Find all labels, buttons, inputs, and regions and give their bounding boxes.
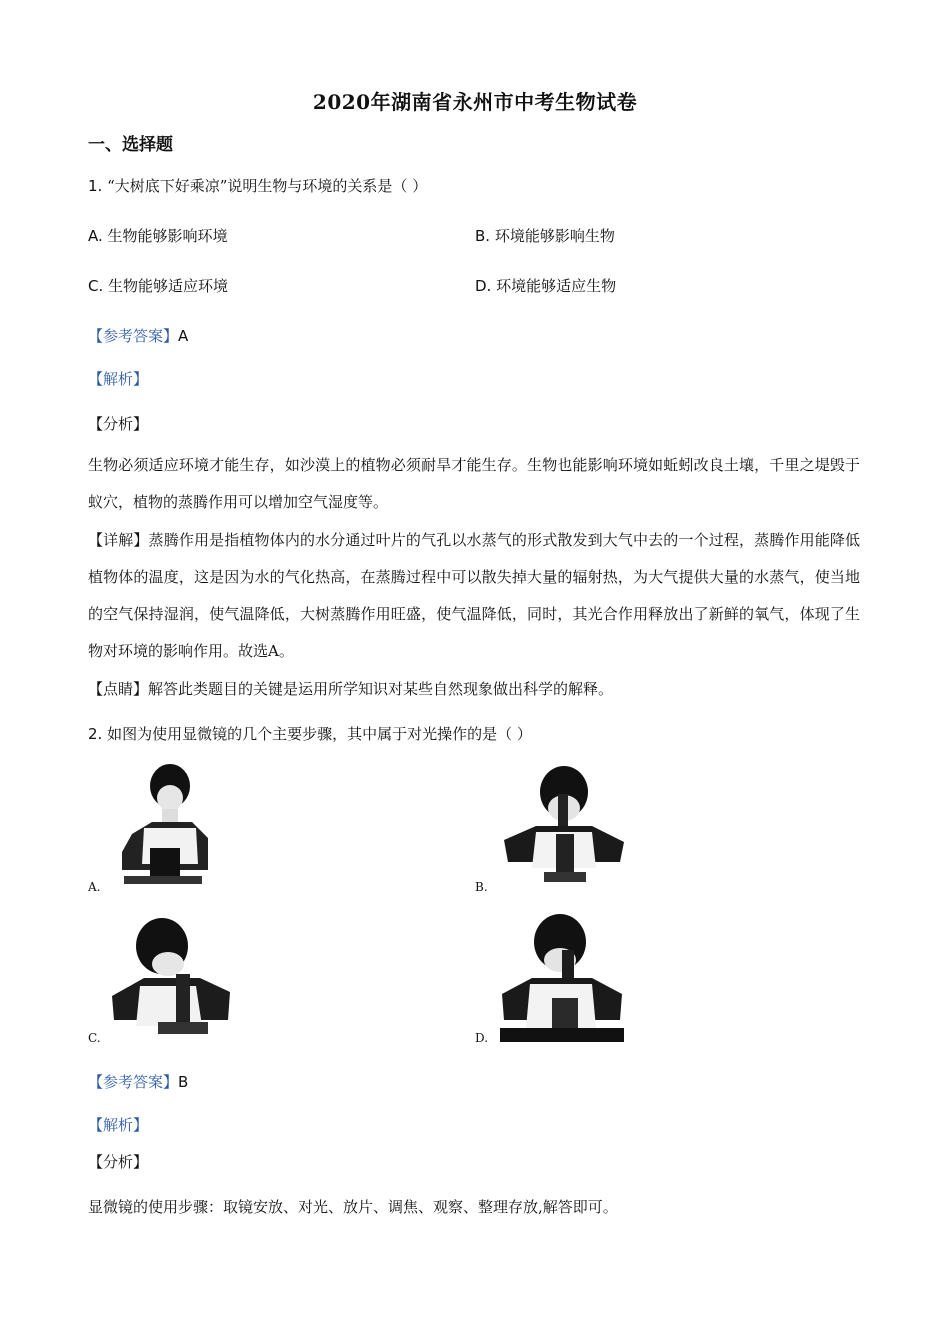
fenxi-label-1: 【分析】 — [88, 415, 149, 433]
fenxi-text-1: 生物必须适应环境才能生存，如沙漠上的植物必须耐旱才能生存。生物也能影响环境如蚯蚓改良土壤，千里之堤毁于蚁穴，植物的蒸腾作用可以增加空气湿度等。 — [88, 456, 860, 511]
question-stem: 如图为使用显微镜的几个主要步骤，其中属于对光操作的是（ ） — [107, 725, 532, 743]
option-d — [475, 276, 616, 296]
section-heading: 一、选择题 — [88, 135, 173, 155]
dianjing-text-1: 【点睛】解答此类题目的关键是运用所学知识对某些自然现象做出科学的解释。 — [88, 680, 614, 698]
microscope-photo-c — [110, 916, 232, 1042]
answer-label: 【参考答案】 — [88, 327, 179, 345]
microscope-photo-d — [500, 914, 624, 1042]
option-key: A. — [88, 227, 103, 245]
xiangjie-text-1: 【详解】蒸腾作用是指植物体内的水分通过叶片的气孔以水蒸气的形式散发到大气中去的一个过程，蒸腾作用能降低植物体的温度，这是因为水的气化热高，在蒸腾过程中可以散失掉大量的辐射热，为大气提供大量的水蒸气，使当地的空气保持湿润，使气温降低，大树蒸腾作用旺盛，使气温降低，同时，其光合作用释放出了新鲜的氧气，体现了生物对环境的影响作用。故选A。 — [88, 531, 860, 660]
microscope-photo-a — [112, 764, 212, 890]
option-key: D. — [475, 277, 492, 295]
figure-label-c: C. — [88, 1031, 101, 1045]
question-number: 1. — [88, 177, 103, 195]
option-c — [88, 276, 228, 296]
option-key: C. — [88, 277, 104, 295]
option-a — [88, 226, 228, 246]
figure-label-b: B. — [475, 880, 488, 894]
figure-label-a: A. — [88, 880, 101, 894]
option-text: 生物能够影响环境 — [107, 227, 228, 245]
answer-value: B — [178, 1073, 189, 1091]
answer-value: A — [178, 327, 189, 345]
answer-1 — [88, 326, 188, 346]
option-text: 环境能够适应生物 — [496, 277, 617, 295]
page-title: 2020年湖南省永州市中考生物试卷 — [312, 90, 638, 114]
fenxi-label-2: 【分析】 — [88, 1153, 149, 1171]
question-2 — [88, 724, 532, 744]
fenxi-text-2: 显微镜的使用步骤：取镜安放、对光、放片、调焦、观察、整理存放,解答即可。 — [88, 1198, 618, 1216]
question-1 — [88, 176, 427, 196]
option-key: B. — [475, 227, 491, 245]
jiexi-label-1: 【解析】 — [88, 370, 149, 388]
figure-label-d: D. — [475, 1031, 489, 1045]
answer-label: 【参考答案】 — [88, 1073, 179, 1091]
question-number: 2. — [88, 725, 103, 743]
option-text: 环境能够影响生物 — [494, 227, 615, 245]
option-b — [475, 226, 615, 246]
microscope-photo-b — [500, 764, 628, 890]
question-stem: “大树底下好乘凉”说明生物与环境的关系是（ ） — [107, 177, 428, 195]
answer-2 — [88, 1072, 188, 1092]
option-text: 生物能够适应环境 — [108, 277, 229, 295]
jiexi-label-2: 【解析】 — [88, 1116, 149, 1134]
